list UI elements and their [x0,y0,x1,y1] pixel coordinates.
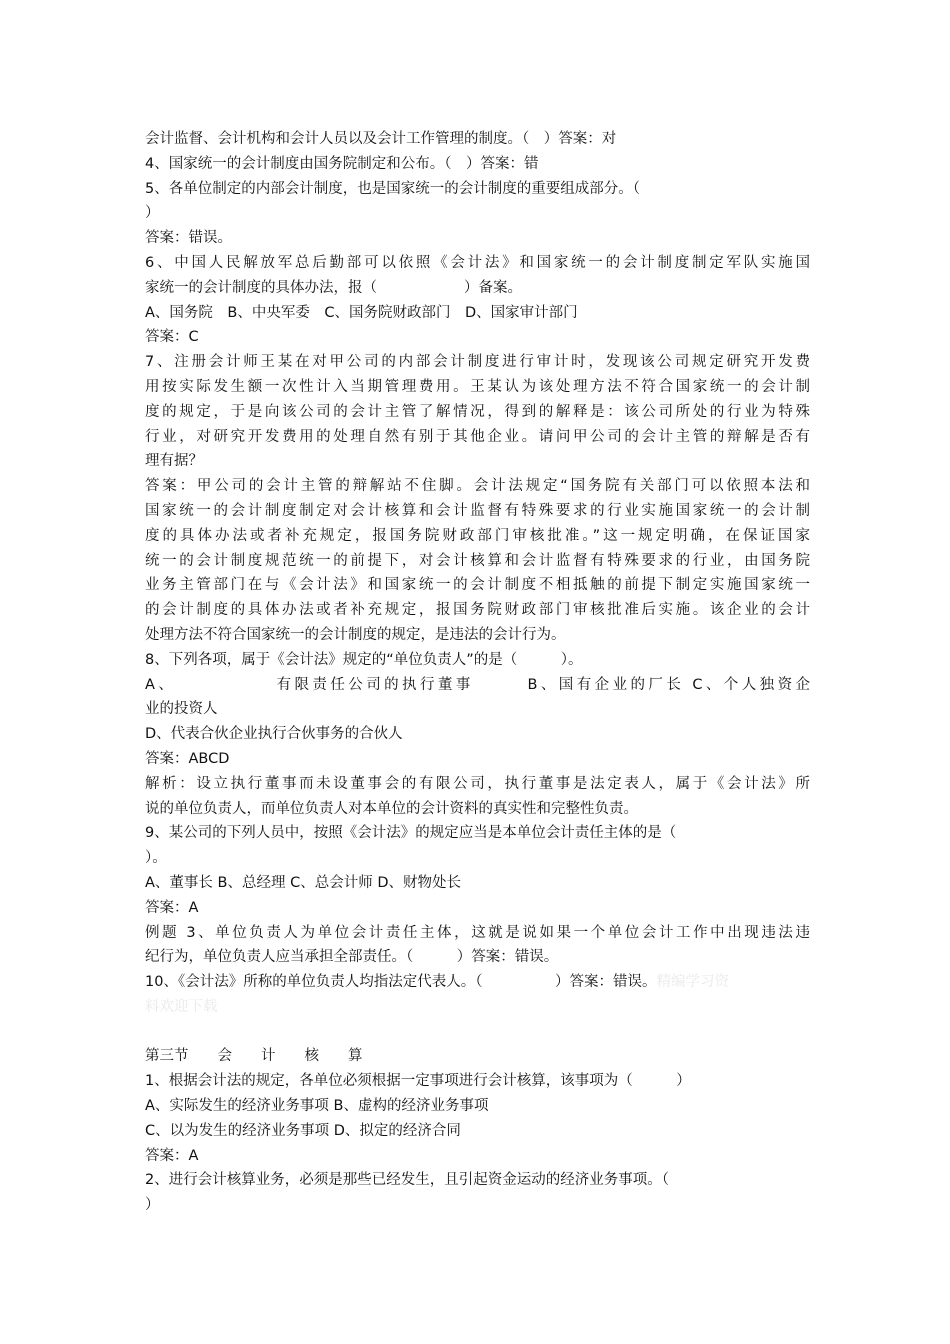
answer-7: 答案：甲公司的会计主管的辩解站不住脚。会计法规定“国务院有关部门可以依照本法和 [145,478,810,495]
text-line: ）。 [145,850,167,867]
section-heading: 第三节 会 计 核 算 [145,1048,363,1065]
text-line: A、实际发生的经济业务事项 B、虚构的经济业务事项 [145,1098,489,1115]
question-4: 4、国家统一的会计制度由国务院制定和公布。（ ）答案：错 [145,155,539,172]
text-line: 纪行为，单位负责人应当承担全部责任。（ ）答案：错误。 [145,949,559,966]
question-8: 8、下列各项，属于《会计法》规定的“单位负责人”的是（ ）。 [145,651,583,668]
text-line: 行业，对研究开发费用的处理自然有别于其他企业。请问甲公司的会计主管的辩解是否有 [145,428,810,445]
text-line: 理有据？ [145,453,203,470]
watermark-text: 精编学习资 [656,974,729,991]
text-line: ） [145,205,160,222]
blank-line [145,1020,810,1045]
text-line: 用按实际发生额一次性计入当期管理费用。王某认为该处理方法不符合国家统一的会计制 [145,378,810,395]
answer-8: 答案：ABCD [145,750,230,767]
watermark-text: 料欢迎下载 [145,998,218,1015]
question-9: 9、某公司的下列人员中，按照《会计法》的规定应当是本单位会计责任主体的是（ [145,825,677,842]
text-line: 度的规定，于是向该公司的会计主管了解情况，得到的解释是：该公司所处的行业为特殊 [145,403,810,420]
options-6: A、国务院 B、中央军委 C、国务院财政部门 D、国家审计部门 [145,304,578,321]
text-line: 说的单位负责人，而单位负责人对本单位的会计资料的真实性和完整性负责。 [145,800,638,817]
question-7: 7、注册会计师王某在对甲公司的内部会计制度进行审计时，发现该公司规定研究开发费 [145,354,810,371]
text-line: 统一的会计制度规范统一的前提下，对会计核算和会计监督有特殊要求的行业，由国务院 [145,552,810,569]
text-line: 会计监督、会计机构和会计人员以及会计工作管理的制度。（ ）答案：对 [145,131,617,147]
question-5: 5、各单位制定的内部会计制度，也是国家统一的会计制度的重要组成部分。（ [145,180,640,197]
text-line: 业的投资人 [145,701,218,718]
answer-5: 答案：错误。 [145,230,232,247]
text-line: C、以为发生的经济业务事项 D、拟定的经济合同 [145,1122,461,1139]
analysis-8: 解析：设立执行董事而未设董事会的有限公司，执行董事是法定表人，属于《会计法》所 [145,775,810,792]
text-line: 的会计制度的具体办法或者补充规定，报国务院财政部门审核批准后实施。该企业的会计 [145,602,810,619]
text-line: 业务主管部门在与《会计法》和国家统一的会计制度不相抵触的前提下制定实施国家统一 [145,577,810,594]
answer-9: 答案：A [145,899,199,916]
text-line: 国家统一的会计制度制定对会计核算和会计监督有特殊要求的行业实施国家统一的会计制 [145,502,810,519]
text-line: 家统一的会计制度的具体办法，报（ ）备案。 [145,279,522,296]
question-6: 6、中国人民解放军总后勤部可以依照《会计法》和国家统一的会计制度制定军队实施国 [145,254,810,271]
options-8: A、 有限责任公司的执行董事 B、国有企业的厂长 C、个人独资企 [145,676,810,693]
example-3: 例题 3、单位负责人为单位会计责任主体，这就是说如果一个单位会计工作中出现违法违 [145,924,810,941]
section-question-1: 1、根据会计法的规定，各单位必须根据一定事项进行会计核算，该事项为（ ） [145,1073,691,1090]
answer-6: 答案：C [145,329,199,346]
options-9: A、董事长 B、总经理 C、总会计师 D、财物处长 [145,874,461,891]
text-line: 度的具体办法或者补充规定，报国务院财政部门审核批准。”这一规定明确，在保证国家 [145,527,810,544]
question-10-text: 10、《会计法》所称的单位负责人均指法定代表人。（ ）答案：错误。 [145,974,657,991]
text-line: D、代表合伙企业执行合伙事务的合伙人 [145,726,403,743]
section-question-2: 2、进行会计核算业务，必须是那些已经发生，且引起资金运动的经济业务事项。（ [145,1172,669,1189]
section-answer-1: 答案：A [145,1147,199,1164]
text-line: ） [145,1197,160,1214]
document-page [145,127,810,1218]
text-line: 处理方法不符合国家统一的会计制度的规定，是违法的会计行为。 [145,626,566,643]
question-10 [145,970,810,995]
